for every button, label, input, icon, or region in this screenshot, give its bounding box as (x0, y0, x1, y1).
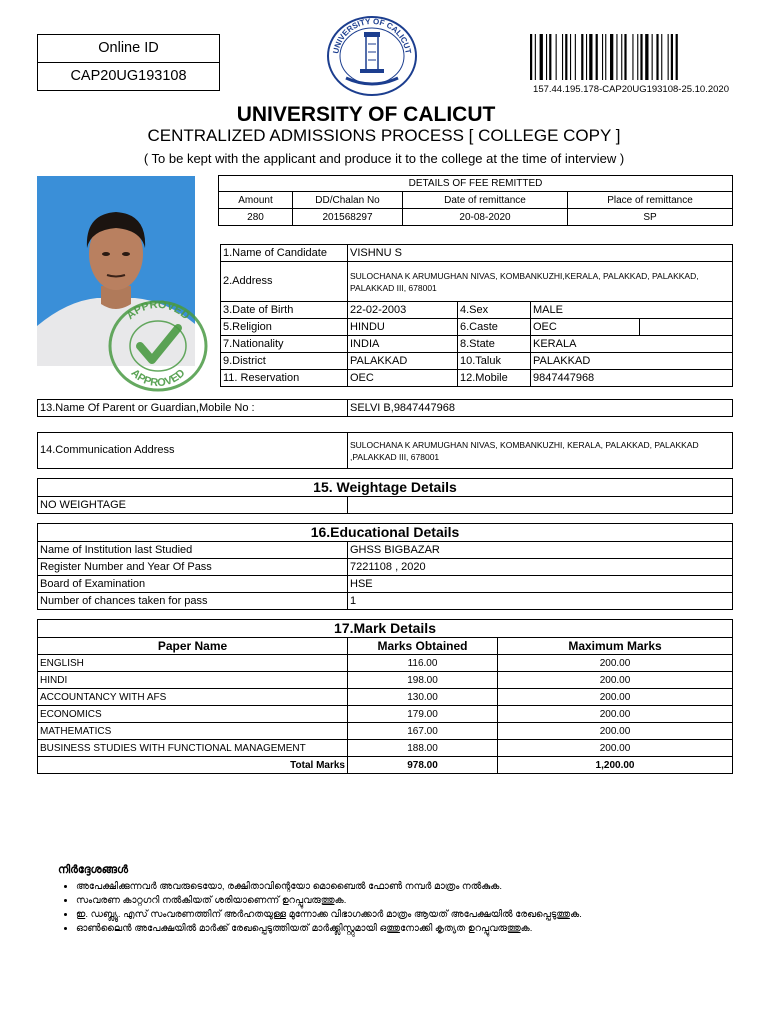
marks-obtained: 167.00 (348, 723, 498, 740)
education-table (37, 523, 733, 610)
university-logo (324, 12, 420, 96)
label-name: 1.Name of Candidate (221, 245, 348, 262)
candidate-nationality: INDIA (348, 336, 458, 353)
barcode-bar (656, 34, 658, 80)
barcode-bar (602, 34, 603, 80)
marks-obtained: 198.00 (348, 672, 498, 689)
barcode-bar (589, 34, 592, 80)
barcode-bar (562, 34, 563, 80)
barcode-bar (668, 34, 669, 80)
candidate-taluk: PALAKKAD (531, 353, 733, 370)
label-religion: 5.Religion (221, 319, 348, 336)
barcode-bar (652, 34, 653, 80)
fee-header: Date of remittance (403, 192, 568, 209)
total-marks-obtained: 978.00 (348, 757, 498, 774)
weightage-title: 15. Weightage Details (38, 479, 733, 497)
candidate-district: PALAKKAD (348, 353, 458, 370)
marks-obtained: 116.00 (348, 655, 498, 672)
online-id-box (37, 34, 220, 91)
maximum-marks: 200.00 (498, 723, 733, 740)
barcode-bar (535, 34, 536, 80)
barcode-bar (586, 34, 587, 80)
communication-value: SULOCHANA K ARUMUGHAN NIVAS, KOMBANKUZHI, KERALA, PALAKKAD, PALAKKAD ,PALAKKAD III, 678001 (348, 433, 733, 469)
barcode-bar (575, 34, 576, 80)
barcode-bar (616, 34, 617, 80)
paper-name: HINDI (38, 672, 348, 689)
barcode-bar (581, 34, 583, 80)
maximum-marks: 200.00 (498, 706, 733, 723)
label-communication: 14.Communication Address (38, 433, 348, 469)
marks-header: Marks Obtained (348, 638, 498, 655)
barcode-bar (610, 34, 613, 80)
candidate-address: SULOCHANA K ARUMUGHAN NIVAS, KOMBANKUZHI,KERALA, PALAKKAD, PALAKKAD, PALAKKAD III, 678001 (348, 262, 733, 302)
communication-table (37, 432, 733, 469)
education-value: HSE (348, 576, 733, 593)
empty-cell (348, 497, 733, 514)
paper-name: ENGLISH (38, 655, 348, 672)
barcode-bar (565, 34, 567, 80)
label-state: 8.State (458, 336, 531, 353)
instructions-list (58, 880, 758, 936)
parent-table (37, 399, 733, 417)
candidate-mobile: 9847447968 (531, 370, 733, 387)
parent-value: SELVI B,9847447968 (348, 400, 733, 417)
maximum-marks: 200.00 (498, 672, 733, 689)
candidate-caste: OEC (531, 319, 640, 336)
maximum-marks: 200.00 (498, 689, 733, 706)
education-label: Name of Institution last Studied (38, 542, 348, 559)
barcode-bar (540, 34, 543, 80)
candidate-state: KERALA (531, 336, 733, 353)
barcode-bar (640, 34, 642, 80)
education-label: Number of chances taken for pass (38, 593, 348, 610)
weightage-table (37, 478, 733, 514)
fee-header: Amount (219, 192, 293, 209)
process-title: CENTRALIZED ADMISSIONS PROCESS [ COLLEGE COPY ] (147, 126, 621, 145)
label-nationality: 7.Nationality (221, 336, 348, 353)
barcode-bar (624, 34, 626, 80)
instructions-heading: നിർദ്ദേശങ്ങൾ (58, 864, 129, 876)
marks-obtained: 179.00 (348, 706, 498, 723)
fee-header: DD/Chalan No (293, 192, 403, 209)
barcode-bar (530, 34, 532, 80)
online-id-value: CAP20UG193108 (70, 68, 187, 84)
marks-header: Paper Name (38, 638, 348, 655)
label-mobile: 12.Mobile (458, 370, 531, 387)
stamp-text-top: APPROVED (124, 298, 192, 323)
weightage-value: NO WEIGHTAGE (38, 497, 348, 514)
barcode-bar (549, 34, 551, 80)
maximum-marks: 200.00 (498, 655, 733, 672)
barcode-bar (637, 34, 638, 80)
stamp-text-bottom: APPROVED (128, 367, 188, 390)
marks-header: Maximum Marks (498, 638, 733, 655)
logo-text: UNIVERSITY OF CALICUT (331, 16, 413, 55)
label-taluk: 10.Taluk (458, 353, 531, 370)
candidate-dob: 22-02-2003 (348, 302, 458, 319)
education-value: GHSS BIGBAZAR (348, 542, 733, 559)
barcode-bar (605, 34, 606, 80)
total-maximum-marks: 1,200.00 (498, 757, 733, 774)
instruction-item: • ഇ. ഡബ്ല്യു. എസ് സംവരണത്തിന് അർഹതയുള്ള മുന്നോക്ക വിഭാഗക്കാർ മാത്രം ആയത് അപേക്ഷയിൽ രേഖപ്പെടുത്തുക. (76, 908, 758, 922)
fee-title: DETAILS OF FEE REMITTED (219, 176, 733, 192)
barcode-bar (676, 34, 678, 80)
marks-title: 17.Mark Details (38, 620, 733, 638)
barcode-bar (546, 34, 547, 80)
candidate-name: VISHNU S (348, 245, 733, 262)
fee-date: 20-08-2020 (403, 209, 568, 226)
fee-header: Place of remittance (568, 192, 733, 209)
paper-name: BUSINESS STUDIES WITH FUNCTIONAL MANAGEMENT (38, 740, 348, 757)
paper-name: MATHEMATICS (38, 723, 348, 740)
fee-chalan-no: 201568297 (293, 209, 403, 226)
paper-name: ACCOUNTANCY WITH AFS (38, 689, 348, 706)
barcode-bar (661, 34, 662, 80)
total-marks-label: Total Marks (38, 757, 348, 774)
instructions-section (58, 864, 758, 936)
education-title: 16.Educational Details (38, 524, 733, 542)
education-label: Board of Examination (38, 576, 348, 593)
education-value: 7221108 , 2020 (348, 559, 733, 576)
candidate-religion: HINDU (348, 319, 458, 336)
instruction-item: • സംവരണ കാറ്റഗറി നൽകിയത് ശരിയാണെന്ന് ഉറപ്പുവരുത്തുക. (76, 894, 758, 908)
instruction-item: • അപേക്ഷിക്കുന്നവർ അവരുടെയോ, രക്ഷിതാവിന്റെയോ മൊബൈൽ ഫോൺ നമ്പർ മാത്രം നൽകുക. (76, 880, 758, 894)
label-dob: 3.Date of Birth (221, 302, 348, 319)
barcode-bar (596, 34, 598, 80)
university-title: UNIVERSITY OF CALICUT (236, 103, 496, 126)
marks-table (37, 619, 733, 774)
fee-amount: 280 (219, 209, 293, 226)
instruction-text: ( To be kept with the applicant and produce it to the college at the time of interview ) (143, 151, 625, 166)
barcode-bar (632, 34, 633, 80)
label-reservation: 11. Reservation (221, 370, 348, 387)
candidate-sex: MALE (531, 302, 733, 319)
label-sex: 4.Sex (458, 302, 531, 319)
candidate-table (220, 244, 733, 387)
label-caste: 6.Caste (458, 319, 531, 336)
marks-obtained: 188.00 (348, 740, 498, 757)
label-district: 9.District (221, 353, 348, 370)
education-label: Register Number and Year Of Pass (38, 559, 348, 576)
candidate-reservation: OEC (348, 370, 458, 387)
barcode (530, 34, 728, 80)
maximum-marks: 200.00 (498, 740, 733, 757)
online-id-label: Online ID (38, 35, 219, 63)
barcode-text: 157.44.195.178-CAP20UG193108-25.10.2020 (533, 84, 729, 95)
barcode-bar (671, 34, 673, 80)
barcode-bar (570, 34, 571, 80)
instruction-item: • ഓൺലൈൻ അപേക്ഷയിൽ മാർക്ക് രേഖപ്പെടുത്തിയത് മാർക്ക്ലിസ്റ്റുമായി ഒത്തുനോക്കി കൃത്യത ഉറപ്പുവരുത്തുക. (76, 922, 758, 936)
empty-cell (640, 319, 733, 336)
fee-place: SP (568, 209, 733, 226)
label-address: 2.Address (221, 262, 348, 302)
barcode-bar (556, 34, 557, 80)
fee-table (218, 175, 733, 226)
education-value: 1 (348, 593, 733, 610)
marks-obtained: 130.00 (348, 689, 498, 706)
label-parent: 13.Name Of Parent or Guardian,Mobile No : (38, 400, 348, 417)
approved-stamp (104, 296, 212, 392)
paper-name: ECONOMICS (38, 706, 348, 723)
barcode-bar (621, 34, 622, 80)
barcode-bar (645, 34, 648, 80)
